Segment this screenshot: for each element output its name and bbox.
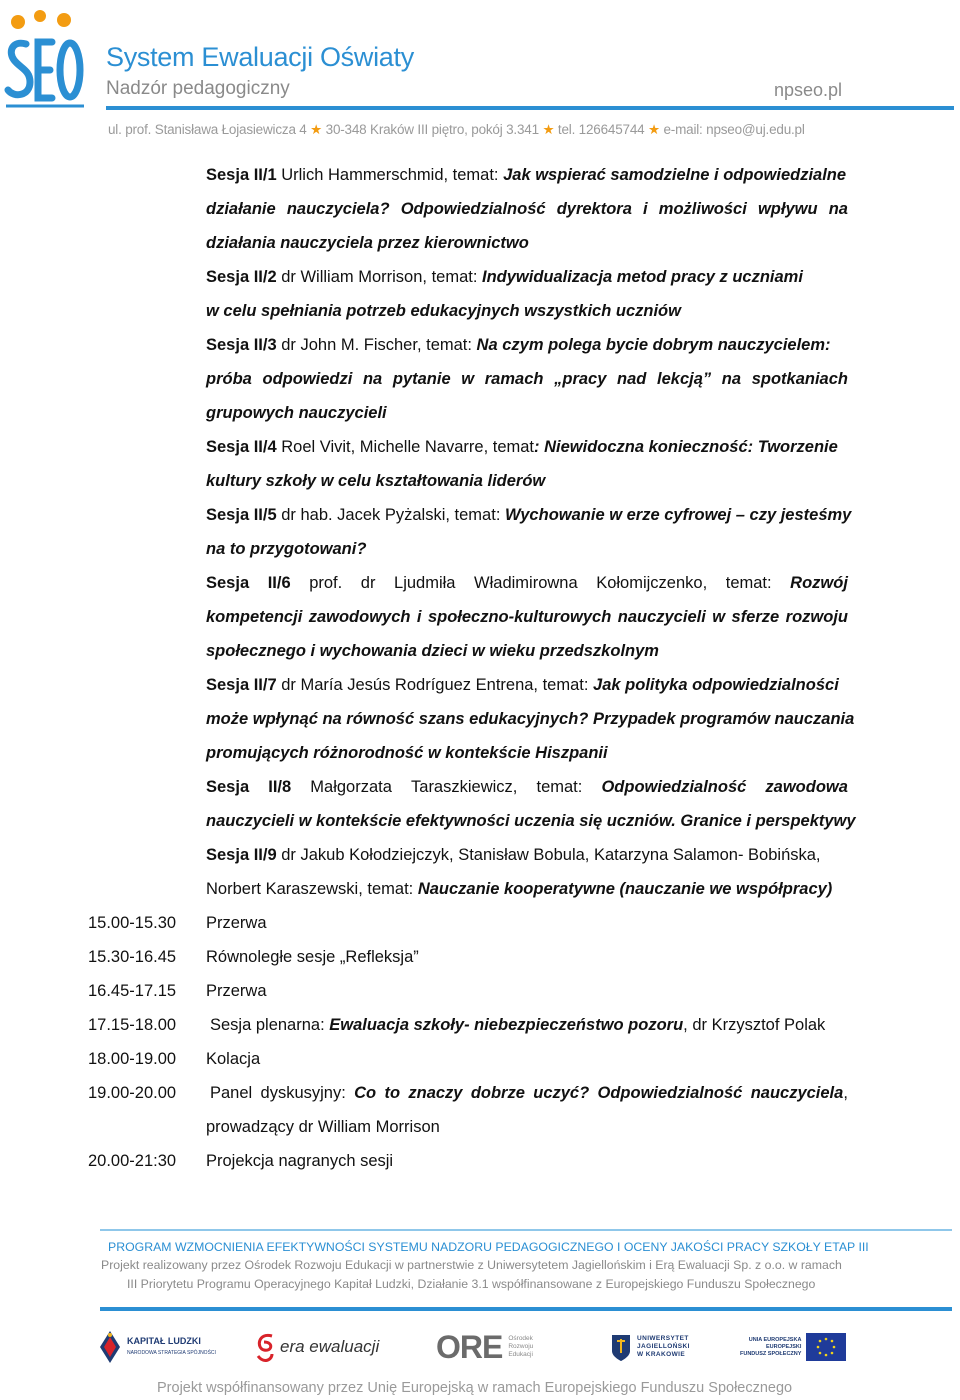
speaker-word: Władimirowna xyxy=(474,574,578,592)
uj-crest-icon xyxy=(610,1331,632,1363)
punctuation: , xyxy=(843,1084,848,1102)
topic-word: próba xyxy=(206,370,252,388)
topic-word: na xyxy=(828,200,848,218)
panel-word: dyskusyjny: xyxy=(260,1084,346,1102)
speaker-word: Małgorzata xyxy=(310,778,392,796)
schedule-time: 18.00-19.00 xyxy=(88,1050,177,1068)
eu-logo xyxy=(740,1322,846,1372)
brand-title: System Ewaluacji Oświaty xyxy=(106,42,414,72)
schedule-time: 17.15-18.00 xyxy=(88,1016,177,1034)
session-number: II/8 xyxy=(268,778,292,796)
topic-word: rozwoju xyxy=(785,608,848,626)
topic-word: na xyxy=(362,370,383,388)
eu-text: UNIA EUROPEJSKA xyxy=(748,1336,802,1343)
session-2-3-line-1 xyxy=(206,328,831,362)
footer-divider xyxy=(100,1307,952,1311)
session-topic: Jak wspierać samodzielne i odpowiedzialne xyxy=(503,166,847,184)
session-speaker: Norbert Karaszewski, temat: xyxy=(206,880,418,898)
session-2-2-line-2: w celu spełniania potrzeb edukacyjnych wszystkich uczniów xyxy=(206,302,681,320)
schedule-item: Równoległe sesje „Refleksja” xyxy=(206,948,419,966)
star-icon: ★ xyxy=(648,122,660,137)
session-2-5-line-1 xyxy=(206,498,851,532)
kapital-ludzki-logo xyxy=(98,1322,216,1372)
panel-topic-word: dobrze xyxy=(470,1084,525,1102)
era-ewaluacji-logo xyxy=(254,1322,379,1372)
topic-word: i xyxy=(643,200,648,218)
session-2-1-line-3: działania nauczyciela przez kierownictwo xyxy=(206,234,529,252)
star-icon: ★ xyxy=(542,122,555,137)
footer-priority-info: III Priorytetu Programu Operacyjnego Kapitał Ludzki, Działanie 3.1 współfinansowane z Europejskiego Funduszu Społecznego xyxy=(127,1277,816,1291)
kapital-ludzki-subtitle: NARODOWA STRATEGIA SPÓJNOŚCI xyxy=(127,1350,216,1356)
schedule-time: 19.00-20.00 xyxy=(88,1084,177,1102)
cofinancing-note: Projekt współfinansowany przez Unię Europejską w ramach Europejskiego Funduszu Społecznego xyxy=(157,1380,793,1396)
session-label: Sesja II/7 xyxy=(206,676,277,694)
panel-topic-word: znaczy xyxy=(408,1084,463,1102)
eu-text: EUROPEJSKI xyxy=(765,1343,802,1350)
speaker-word: dr xyxy=(360,574,376,592)
schedule-item: Projekcja nagranych sesji xyxy=(206,1152,394,1170)
uj-text: W KRAKOWIE xyxy=(637,1351,686,1358)
schedule-item xyxy=(210,1008,825,1042)
session-label: Sesja II/9 xyxy=(206,846,277,864)
schedule-time: 20.00-21:30 xyxy=(88,1152,177,1170)
topic-word: sferze xyxy=(731,608,780,626)
schedule-item-continued: prowadzący dr William Morrison xyxy=(206,1118,440,1136)
topic-word: nauczyciela? xyxy=(286,200,390,218)
session-2-8-line-1 xyxy=(206,770,848,804)
header-divider xyxy=(106,106,954,110)
eu-text: FUNDUSZ SPOŁECZNY xyxy=(740,1350,802,1357)
session-topic: Rozwój xyxy=(790,574,848,592)
session-label: Sesja II/5 xyxy=(206,506,277,524)
session-speaker: Urlich Hammerschmid, temat: xyxy=(276,166,504,184)
topic-word: nad xyxy=(617,370,647,388)
topic-word: ramach xyxy=(484,370,544,388)
session-2-7-line-1 xyxy=(206,668,839,702)
session-topic: Na czym polega bycie dobrym nauczycielem: xyxy=(476,336,831,354)
topic-word: w xyxy=(461,370,475,388)
email[interactable]: e-mail: npseo@uj.edu.pl xyxy=(663,122,805,137)
topic-word: na xyxy=(721,370,742,388)
session-topic: Indywidualizacja metod pracy z uczniami xyxy=(482,268,803,286)
brand-subtitle: Nadzór pedagogiczny xyxy=(106,78,290,99)
street-address: ul. prof. Stanisława Łojasiewicza 4 xyxy=(108,122,307,137)
session-2-7-line-2: może wpłynąć na równość szans edukacyjnych? Przypadek programów nauczania xyxy=(206,710,855,728)
ore-text: Rozwoju xyxy=(508,1343,534,1350)
plenary-label: Sesja plenarna: xyxy=(210,1016,330,1034)
topic-word: Odpowiedzialność xyxy=(601,778,747,796)
ore-text: Ośrodek xyxy=(508,1335,533,1342)
session-label: Sesja II/3 xyxy=(206,336,277,354)
session-label: Sesja xyxy=(206,778,250,796)
plenary-topic: Ewaluacja szkoły- niebezpieczeństwo pozoru xyxy=(329,1016,684,1034)
session-2-6-line-1 xyxy=(206,566,848,600)
ore-logo xyxy=(436,1322,533,1372)
schedule-time: 16.45-17.15 xyxy=(88,982,177,1000)
topic-word: zawodowa xyxy=(765,778,848,796)
session-2-7-line-3: promujących różnorodność w kontekście Hiszpanii xyxy=(206,744,608,762)
session-2-1-line-1 xyxy=(206,158,846,192)
session-2-4-line-1 xyxy=(206,430,838,464)
session-topic: Nauczanie kooperatywne (nauczanie we współpracy) xyxy=(417,880,833,898)
page-header xyxy=(0,0,960,145)
plenary-speaker: , dr Krzysztof Polak xyxy=(683,1016,826,1034)
session-2-6-line-3: społecznego i wychowania dzieci w wieku przedszkolnym xyxy=(206,642,659,660)
topic-word: lekcją” xyxy=(657,370,712,388)
speaker-word: Ljudmiła xyxy=(394,574,456,592)
star-icon: ★ xyxy=(310,122,323,137)
city-address: 30-348 Kraków III piętro, pokój 3.341 xyxy=(325,122,539,137)
footer-program-title: PROGRAM WZMOCNIENIA EFEKTYWNOŚCI SYSTEMU NADZORU PEDAGOGICZNEGO I OCENY JAKOŚCI PRACY SZKOŁY ETAP III xyxy=(108,1240,869,1254)
speaker-word: Kołomijczenko, xyxy=(596,574,708,592)
session-number: II/6 xyxy=(267,574,291,592)
session-2-6-line-2 xyxy=(206,600,848,634)
schedule-item: Przerwa xyxy=(206,982,267,1000)
footer-project-info: Projekt realizowany przez Ośrodek Rozwoju Edukacji w partnerstwie z Uniwersytetem Jagiellońskim i Erą Ewaluacji Sp. z o.o. w ramach xyxy=(101,1258,842,1272)
topic-word: odpowiedzi xyxy=(262,370,353,388)
topic-word: nauczycieli xyxy=(617,608,706,626)
session-speaker: dr Jakub Kołodziejczyk, Stanisław Bobula, Katarzyna Salamon- Bobińska, xyxy=(276,846,821,864)
panel-topic-word: uczyć? xyxy=(533,1084,590,1102)
kapital-ludzki-icon xyxy=(98,1329,122,1365)
topic-word: społeczno-kulturowych xyxy=(427,608,612,626)
panel-topic-word: nauczyciela xyxy=(750,1084,844,1102)
session-2-1-line-2 xyxy=(206,192,848,226)
ore-text: Edukacji xyxy=(508,1351,533,1358)
contact-address xyxy=(108,122,805,138)
speaker-word: Taraszkiewicz, xyxy=(411,778,518,796)
eu-flag-icon xyxy=(806,1333,846,1361)
session-speaker: dr hab. Jacek Pyżalski, temat: xyxy=(276,506,505,524)
session-speaker: Roel Vivit, Michelle Navarre, temat xyxy=(276,438,535,456)
seo-logo-icon xyxy=(4,6,86,112)
schedule-item xyxy=(210,1076,848,1110)
topic-word: Odpowiedzialność xyxy=(400,200,546,218)
topic-word: kompetencji xyxy=(206,608,303,626)
panel-topic-word: Co xyxy=(354,1084,377,1102)
session-2-2-line-1 xyxy=(206,260,803,294)
topic-word: pytanie xyxy=(392,370,451,388)
footer-top-divider xyxy=(100,1229,952,1231)
session-2-3-line-2 xyxy=(206,362,848,396)
era-ewaluacji-text: era ewaluacji xyxy=(280,1337,380,1356)
topic-word: możliwości xyxy=(658,200,747,218)
session-speaker: dr John M. Fischer, temat: xyxy=(276,336,477,354)
topic-word: „pracy xyxy=(554,370,607,388)
topic-word: wpływu xyxy=(757,200,818,218)
site-link[interactable]: npseo.pl xyxy=(773,80,842,100)
session-topic: Wychowanie w erze cyfrowej – czy jesteśmy xyxy=(504,506,852,524)
session-2-9-line-2 xyxy=(206,872,832,906)
session-topic: Jak polityka odpowiedzialności xyxy=(593,676,839,694)
panel-topic-word: to xyxy=(384,1084,401,1102)
panel-word: Panel xyxy=(210,1084,253,1102)
session-2-9-line-1 xyxy=(206,838,821,872)
session-label: Sesja II/2 xyxy=(206,268,277,286)
session-2-3-line-3: grupowych nauczycieli xyxy=(206,404,387,422)
session-label: Sesja II/1 xyxy=(206,166,277,184)
kapital-ludzki-title: KAPITAŁ LUDZKI xyxy=(127,1336,201,1346)
uj-text: JAGIELLOŃSKI xyxy=(637,1343,690,1350)
topic-word: i xyxy=(416,608,422,626)
topic-word: spotkaniach xyxy=(751,370,848,388)
uj-logo xyxy=(610,1322,690,1372)
ore-letters: ORE xyxy=(436,1328,503,1365)
schedule-item: Przerwa xyxy=(206,914,267,932)
topic-word: w xyxy=(712,608,726,626)
topic-word: zawodowych xyxy=(308,608,411,626)
speaker-word: temat: xyxy=(536,778,583,796)
panel-topic-word: Odpowiedzialność xyxy=(597,1084,743,1102)
session-2-5-line-2: na to przygotowani? xyxy=(206,540,367,558)
uj-text: UNIWERSYTET xyxy=(637,1335,689,1342)
session-speaker: dr William Morrison, temat: xyxy=(276,268,483,286)
schedule-item: Kolacja xyxy=(206,1050,261,1068)
speaker-word: prof. xyxy=(309,574,343,592)
topic-word: dyrektora xyxy=(556,200,632,218)
topic-word: działanie xyxy=(206,200,276,218)
session-2-4-line-2: kultury szkoły w celu kształtowania liderów xyxy=(206,472,546,490)
session-label: Sesja xyxy=(206,574,250,592)
speaker-word: temat: xyxy=(725,574,772,592)
schedule-time: 15.00-15.30 xyxy=(88,914,177,932)
session-speaker: dr María Jesús Rodríguez Entrena, temat: xyxy=(276,676,594,694)
session-2-8-line-2: nauczycieli w kontekście efektywności uczenia się uczniów. Granice i perspektywy xyxy=(206,812,856,830)
session-label: Sesja II/4 xyxy=(206,438,277,456)
session-topic: : Niewidoczna konieczność: Tworzenie xyxy=(534,438,838,456)
schedule-time: 15.30-16.45 xyxy=(88,948,177,966)
phone: tel. 126645744 xyxy=(557,122,645,137)
sponsor-logos xyxy=(98,1322,858,1372)
era-logo-icon xyxy=(254,1330,276,1364)
